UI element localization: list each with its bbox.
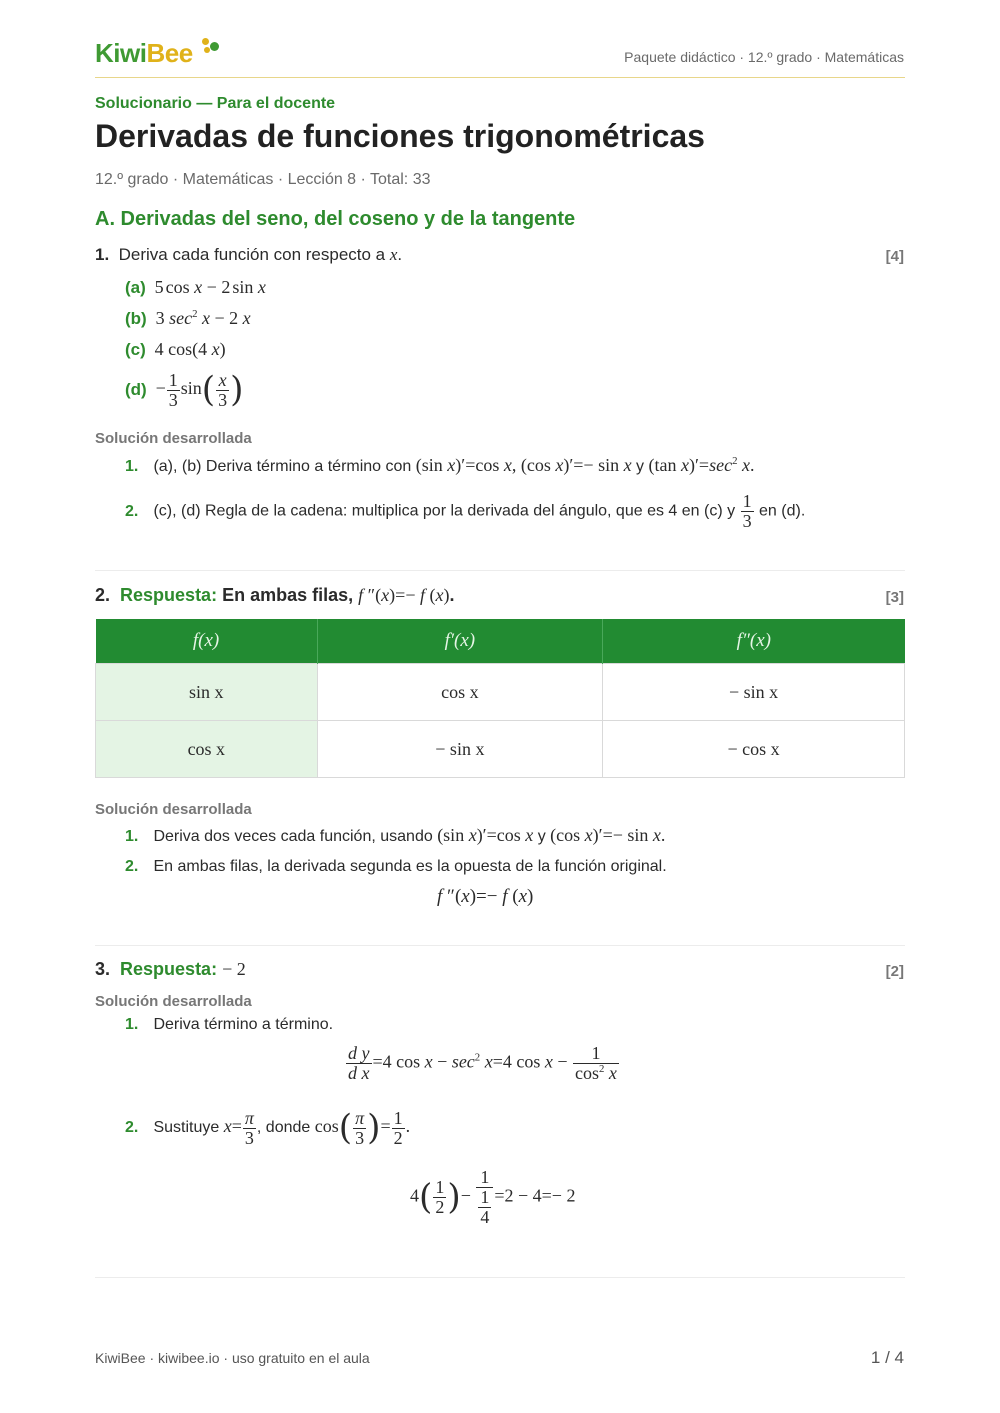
step-conjunction: y [537,828,546,845]
step-number: 2. [125,858,139,875]
part-label: (c) [125,340,146,359]
document-tag: Solucionario — Para el docente [95,95,336,112]
marks-badge: [4] [885,248,904,265]
step-number: 2. [125,1119,139,1137]
table-cell: − cos x [603,721,905,778]
step-mid-text: , donde [256,1119,311,1137]
table-cell: cos x [96,721,318,778]
answer-math: f ″(x)=− f (x) [358,585,450,605]
solution-step-2 [125,1108,410,1148]
part-expression: − $\frac{1}{3}$ sin( $\frac{x}{3}$ ) [155,369,244,410]
answer-text: En ambas filas, [222,585,354,605]
table-header-row [96,619,905,664]
logo-text-kiwi: Kiwi [95,38,147,68]
step-math: (sin x)′=cos x [437,825,534,845]
part-a [125,277,266,298]
table-cell: − sin x [603,664,905,721]
table-cell: sin x [96,664,318,721]
solution-heading: Solución desarrollada [95,993,252,1010]
footer-text: KiwiBee · kiwibee.io · uso gratuito en el aula [95,1350,370,1366]
part-d [125,370,243,410]
answer-value: − 2 [222,959,246,979]
step-text: (c), (d) Regla de la cadena: multiplica por la derivada del ángulo, que es 4 en (c) y [153,502,736,520]
part-label: (b) [125,309,147,328]
page-number: 1 / 4 [870,1348,904,1367]
section-heading-a: A. Derivadas del seno, del coseno y de la tangente [95,208,576,230]
solution-step-1 [125,455,754,476]
header-divider [95,77,905,78]
question-variable: x [389,245,398,264]
answer-label: Respuesta: [120,959,218,979]
logo-dots-icon [202,38,220,56]
logo-text-bee: Bee [146,38,193,68]
page-title: Derivadas de funciones trigonométricas [95,118,705,154]
solution-step-2 [125,492,805,531]
step-number: 1. [125,458,139,475]
part-label: (a) [125,278,146,297]
display-equation: 4( $\frac{1}{2}$ )− $\frac{1}{\frac{1}{4}}$ =2 − 4=− 2 [410,1167,576,1227]
divider [95,1277,905,1278]
question-number: 1. [95,245,110,264]
kiwibee-logo [95,38,220,69]
step-fraction: $\frac{1}{3}$ [742,491,752,531]
step-math: x= $\frac{\pi}{3}$ [223,1107,254,1148]
solution-heading: Solución desarrollada [95,801,252,818]
table-header-cell: f′(x) [317,619,603,664]
table-cell: − sin x [317,721,603,778]
step-number: 1. [125,1016,139,1033]
marks-badge: [3] [885,589,904,606]
table-row [96,721,905,778]
question-2-answer: 2. Respuesta: En ambas filas, f ″(x)=− f (x). [95,585,455,605]
part-label: (d) [125,379,147,399]
part-expression: 4 cos(4 x) [154,339,226,359]
step-number: 1. [125,828,139,845]
solution-step-2 [125,858,667,876]
step-tail: en (d). [759,502,806,520]
part-expression: 3 $\sec^2 x - 2$ x [155,308,251,328]
step-conjunction: y [636,458,645,475]
step-text: En ambas filas, la derivada segunda es la opuesta de la función original. [153,858,667,875]
step-math: (tan $x)'=\sec^2$ x. [648,455,755,475]
question-1-prompt: 1. Deriva cada función con respecto a x. [95,245,403,264]
divider [95,945,905,946]
derivatives-table [95,619,905,778]
table-header-cell: f″(x) [603,619,905,664]
document-meta: 12.º grado · Matemáticas · Lección 8 · Total: 33 [95,171,431,188]
answer-label: Respuesta: [120,585,218,605]
part-b [125,308,251,329]
table-cell: cos x [317,664,603,721]
divider [95,570,905,571]
question-number: 3. [95,959,111,979]
display-equation: f ″(x)=− f (x) [437,886,534,907]
step-text: Deriva término a término. [153,1016,334,1033]
question-3-answer [95,959,246,980]
part-expression: 5 cos x − 2 sin x [154,277,266,297]
table-row [96,664,905,721]
display-equation: $\frac{\text{d y}}{\text{d x}}$ =4 $\cos x - \sec^2 x=4$ cos x − $\frac{1}{\cos^2 x}$ [348,1043,617,1083]
step-text: (a), (b) Deriva término a término con [153,458,412,475]
step-number: 2. [125,502,139,520]
question-text: Deriva cada función con respecto a [118,245,386,264]
step-math: (sin x)′=cos x, (cos x)′=− sin x [415,455,632,475]
solution-step-1 [125,1016,333,1034]
question-number: 2. [95,585,111,605]
step-text: Sustituye [153,1119,220,1137]
step-math: (cos x)′=− sin x. [550,825,666,845]
step-text: Deriva dos veces cada función, usando [153,828,433,845]
marks-badge: [2] [885,963,904,980]
header-meta: Paquete didáctico · 12.º grado · Matemáticas [624,49,904,65]
solution-step-1 [125,825,665,846]
solution-heading: Solución desarrollada [95,430,252,447]
part-c [125,339,226,360]
table-header-cell: f(x) [96,619,318,664]
step-math: cos( $\frac{\pi}{3}$ )= $\frac{1}{2}$ . [314,1107,411,1148]
